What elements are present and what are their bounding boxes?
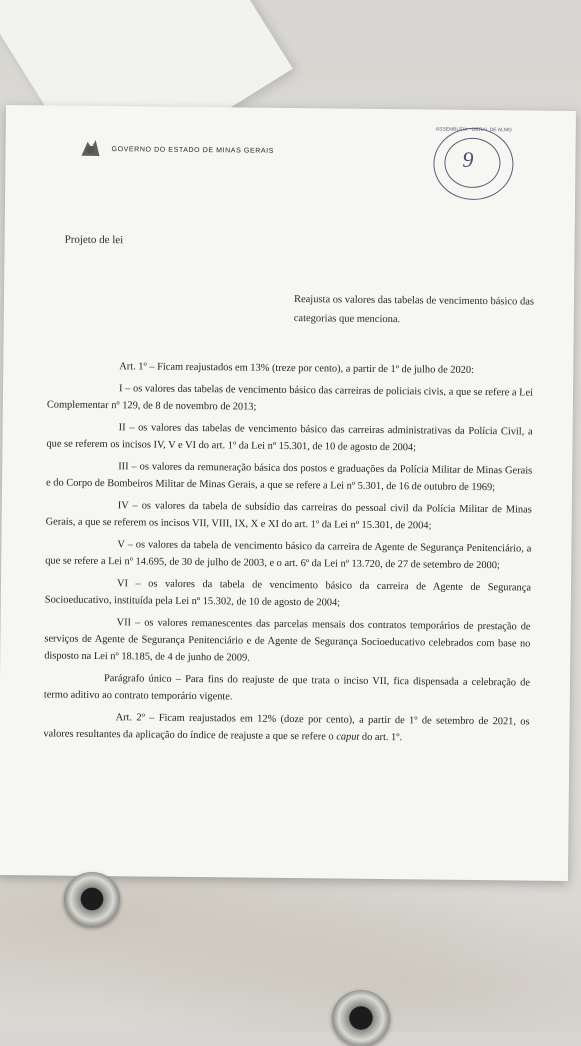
- metal-grommet: [64, 872, 120, 926]
- item-vii: VII – os valores remanescentes das parcelas mensais dos contratos temporários de prestação de serviços de Agente de Segurança Penitenciário e de Agente de Segurança Socioeducativo celebrados com base no disposto na Lei nº 18.185, de 4 de junho de 2009.: [44, 617, 531, 664]
- coat-of-arms-icon: [77, 136, 103, 162]
- item-v: V – os valores da tabela de vencimento básico da carreira de Agente de Segurança Penitenciário, a que se refere a Lei nº 14.695, de 30 de julho de 2003, e o art. 6º da Lei nº 13.720, de 27 de setembro de 2000;: [45, 539, 532, 572]
- article-2-end: do art. 1º.: [359, 731, 403, 744]
- government-name: GOVERNO DO ESTADO DE MINAS GERAIS: [111, 145, 275, 155]
- item-vi: VI – os valores da tabela de vencimento básico da carreira de Agente de Segurança Socioeducativo, instituída pela Lei nº 15.302, de 10 de agosto de 2004;: [44, 578, 532, 609]
- stamp-mark: 9: [462, 146, 474, 172]
- item-ii: II – os valores das tabelas de vencimento básico das carreiras administrativas da Polícia Civil, a que se referem os incisos IV, V e VI do art. 1º da Lei nº 15.301, de 10 de agosto de 2004;: [46, 422, 533, 454]
- article-2: [43, 708, 529, 747]
- document-page: [0, 105, 576, 881]
- metal-grommet: [332, 990, 390, 1046]
- article-2-text: Art. 2º – Ficam reajustados em 12% (doze por cento), a partir de 1º de setembro de 2021, os valores resultantes da aplicação do índice de reajuste a que se refere o: [43, 712, 530, 743]
- item-iii: III – os valores da remuneração básica dos postos e graduações da Polícia Militar de Minas Gerais e do Corpo de Bombeiros Militar de Minas Gerais, a que se refere a Lei nº 5.301, de 16 de outubro de 1969;: [46, 461, 533, 494]
- article-2-italic: caput: [336, 731, 360, 743]
- protocol-stamp: [433, 127, 514, 200]
- sole-paragraph: Parágrafo único – Para fins do reajuste de que trata o inciso VII, fica dispensada a celebração de termo aditivo ao contrato temporário vigente.: [43, 673, 531, 703]
- stamp-text: ASSEMBLEIA · GERAL DE ALMG: [435, 126, 512, 134]
- letterhead: [77, 136, 274, 164]
- article-1: Art. 1º – Ficam reajustados em 13% (treze por cento), a partir de 1º de julho de 2020:: [119, 361, 475, 376]
- document-body: [43, 357, 533, 752]
- item-i: I – os valores das tabelas de vencimento básico das carreiras de policiais civis, a que se refere a Lei Complementar nº 129, de 8 de novembro de 2013;: [46, 383, 534, 413]
- ementa: Reajusta os valores das tabelas de vencimento básico das categorias que menciona.: [293, 294, 535, 326]
- document-type-label: Projeto de lei: [64, 233, 124, 247]
- item-iv: IV – os valores da tabela de subsídio das carreiras do pessoal civil da Polícia Militar de Minas Gerais, a que se referem os incisos VII, VIII, IX, X e XI do art. 1º da Lei nº 15.301, de 2004;: [45, 500, 532, 532]
